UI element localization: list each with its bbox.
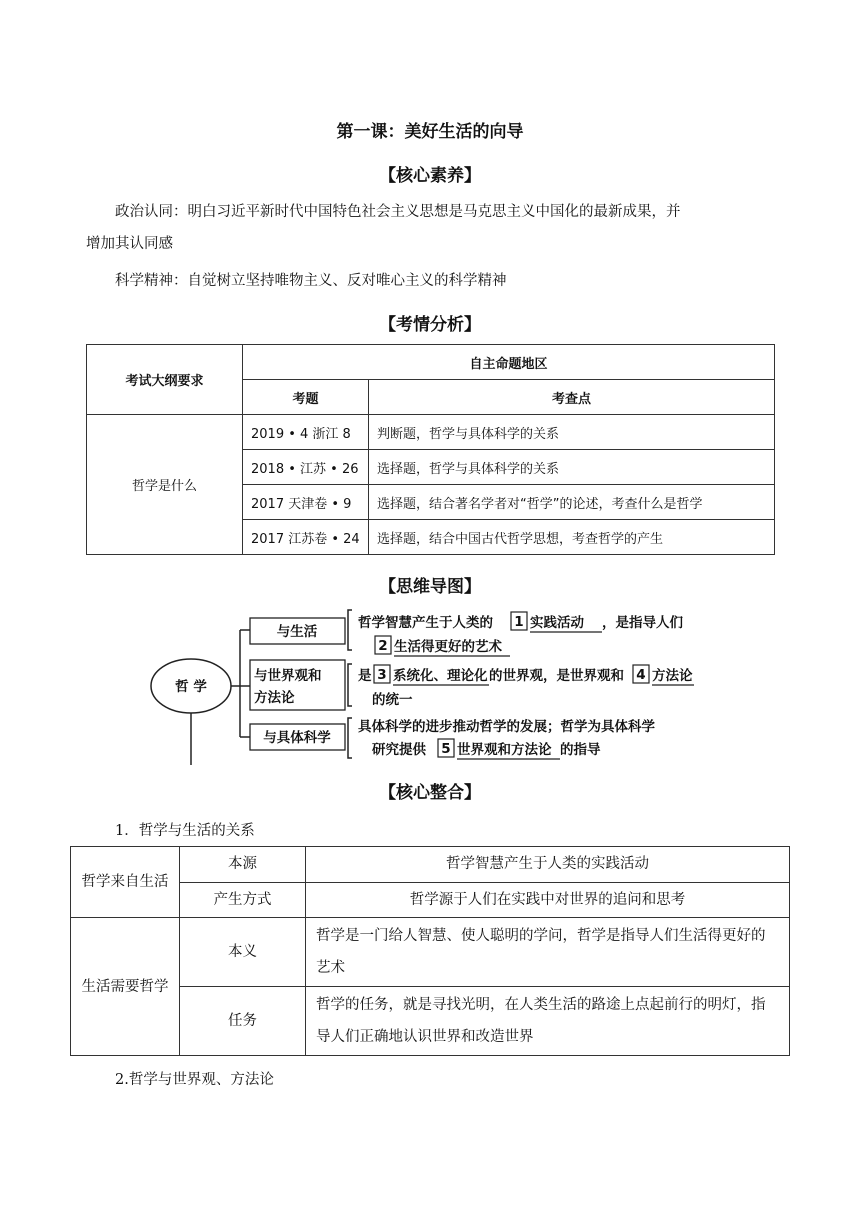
mindmap-science-text-d: 的指导 xyxy=(560,742,601,758)
header-syllabus: 考试大纲要求 xyxy=(87,345,243,415)
mindmap-worldview-text-a: 是 xyxy=(358,668,372,684)
key-cell: 本源 xyxy=(180,847,306,883)
mindmap-branch-life: 与生活 xyxy=(276,624,318,640)
key-cell: 任务 xyxy=(180,987,306,1056)
mindmap-number-1: 1 xyxy=(514,614,524,630)
mindmap-life-text-a: 哲学智慧产生于人类的 xyxy=(358,615,493,631)
value-cell: 哲学智慧产生于人类的实践活动 xyxy=(306,847,790,883)
point-cell: 选择题，哲学与具体科学的关系 xyxy=(369,450,775,485)
mindmap-science-text-a: 具体科学的进步推动哲学的发展；哲学为具体科学 xyxy=(358,719,655,735)
mindmap-worldview-text-c: 的世界观，是世界观和 xyxy=(489,668,624,684)
topic-cell: 哲学是什么 xyxy=(87,415,243,555)
mindmap-bracket-2 xyxy=(348,664,352,706)
key-cell: 本义 xyxy=(180,918,306,987)
mindmap-life-text-d: 生活得更好的艺术 xyxy=(394,639,502,655)
heading-mindmap: 【思维导图】 xyxy=(379,577,481,597)
header-point: 考查点 xyxy=(369,380,775,415)
paragraph-political-identity-line2: 增加其认同感 xyxy=(86,236,173,252)
table-row xyxy=(71,918,790,987)
mindmap-root-label: 哲 学 xyxy=(175,679,207,695)
mindmap-bracket-1 xyxy=(348,610,352,650)
mindmap-number-3: 3 xyxy=(377,667,387,683)
mindmap-worldview-text-e: 的统一 xyxy=(372,692,413,708)
value-cell: 哲学是一门给人智慧、使人聪明的学问，哲学是指导人们生活得更好的艺术 xyxy=(306,918,790,987)
mindmap-life-text-c: ，是指导人们 xyxy=(602,615,683,631)
group-cell-from-life: 哲学来自生活 xyxy=(71,847,180,918)
mindmap-life-text-b: 实践活动 xyxy=(530,615,584,631)
mindmap-number-2: 2 xyxy=(378,638,388,654)
subheading-worldview-methodology: 2.哲学与世界观、方法论 xyxy=(115,1072,274,1088)
exam-analysis-table xyxy=(86,344,775,555)
question-cell: 2018 • 江苏 • 26 xyxy=(243,450,369,485)
mindmap-bracket-3 xyxy=(348,718,352,758)
mindmap-branch-worldview-line1: 与世界观和 xyxy=(254,668,322,684)
subheading-philosophy-and-life: 1．哲学与生活的关系 xyxy=(115,823,255,839)
mindmap-diagram xyxy=(140,600,720,768)
mindmap-science-text-c: 世界观和方法论 xyxy=(457,742,552,758)
mindmap-branch-worldview-line2: 方法论 xyxy=(254,690,295,706)
point-cell: 选择题，结合著名学者对“哲学”的论述，考查什么是哲学 xyxy=(369,485,775,520)
mindmap-number-4: 4 xyxy=(636,667,646,683)
header-question: 考题 xyxy=(243,380,369,415)
paragraph-political-identity-line1: 政治认同：明白习近平新时代中国特色社会主义思想是马克思主义中国化的最新成果，并 xyxy=(115,204,681,220)
point-cell: 判断题，哲学与具体科学的关系 xyxy=(369,415,775,450)
heading-exam-analysis: 【考情分析】 xyxy=(379,315,481,335)
heading-core-literacy: 【核心素养】 xyxy=(379,166,481,186)
value-cell: 哲学源于人们在实践中对世界的追问和思考 xyxy=(306,882,790,918)
page-title: 第一课：美好生活的向导 xyxy=(336,122,524,142)
table-row xyxy=(87,345,775,380)
mindmap-worldview-text-b: 系统化、理论化 xyxy=(393,668,488,684)
mindmap-branch-science: 与具体科学 xyxy=(263,730,331,746)
mindmap-number-5: 5 xyxy=(441,741,451,757)
table-row xyxy=(71,847,790,883)
question-cell: 2017 天津卷 • 9 xyxy=(243,485,369,520)
question-cell: 2017 江苏卷 • 24 xyxy=(243,520,369,555)
key-cell: 产生方式 xyxy=(180,882,306,918)
group-cell-needs-philosophy: 生活需要哲学 xyxy=(71,918,180,1056)
header-region: 自主命题地区 xyxy=(243,345,775,380)
mindmap-worldview-text-d: 方法论 xyxy=(652,668,693,684)
heading-core-integration: 【核心整合】 xyxy=(379,783,481,803)
core-integration-table xyxy=(70,846,790,1056)
question-cell: 2019 • 4 浙江 8 xyxy=(243,415,369,450)
value-cell: 哲学的任务，就是寻找光明，在人类生活的路途上点起前行的明灯，指导人们正确地认识世界和改造世界 xyxy=(306,987,790,1056)
mindmap-science-text-b: 研究提供 xyxy=(372,742,426,758)
paragraph-scientific-spirit: 科学精神：自觉树立坚持唯物主义、反对唯心主义的科学精神 xyxy=(115,273,507,289)
table-row xyxy=(87,415,775,450)
point-cell: 选择题，结合中国古代哲学思想，考查哲学的产生 xyxy=(369,520,775,555)
